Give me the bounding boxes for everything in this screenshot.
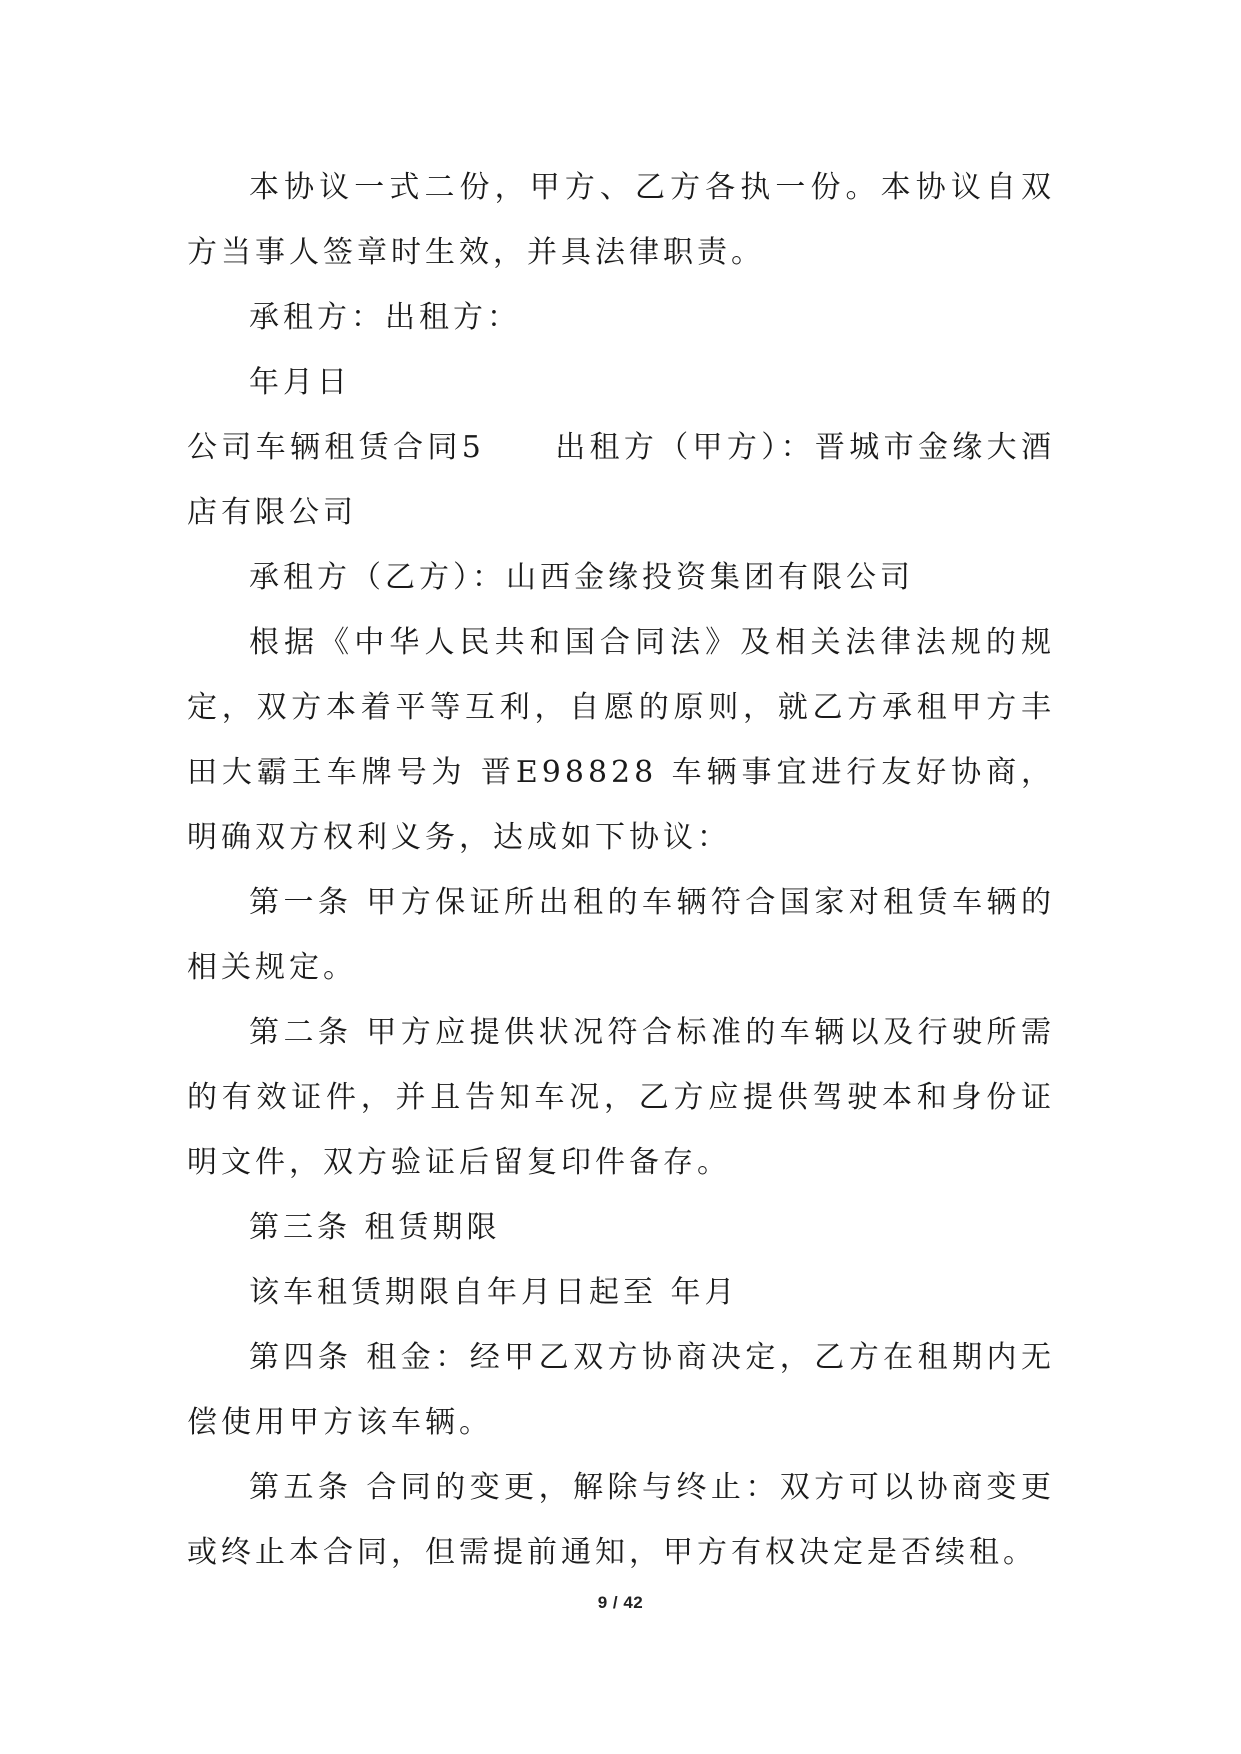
paragraph-signature-parties: 承租方：出租方：: [249, 300, 521, 335]
document-body: [187, 155, 1055, 1585]
page-number: 9 / 42: [597, 1593, 644, 1612]
paragraph-lease-term: 该车租赁期限自年月日起至 年月: [249, 1275, 739, 1310]
paragraph-agreement-copies: 本协议一式二份，甲方、乙方各执一份。本协议自双方当事人签章时生效，并具法律职责。: [187, 170, 1055, 270]
lessor-info: 出租方（甲方）：晋城市金缘大酒店有限公司: [187, 430, 1055, 530]
paragraph-article-2: 第二条 甲方应提供状况符合标准的车辆以及行驶所需的有效证件，并且告知车况，乙方应提供驾驶本和身份证明文件，双方验证后留复印件备存。: [187, 1015, 1055, 1180]
paragraph-legal-basis: 根据《中华人民共和国合同法》及相关法律法规的规定，双方本着平等互利，自愿的原则，就乙方承租甲方丰田大霸王车牌号为 晋E98828 车辆事宜进行友好协商，明确双方权利义务，达成如下协议：: [187, 625, 1055, 855]
paragraph-article-3: 第三条 租赁期限: [249, 1210, 501, 1245]
paragraph-article-1: 第一条 甲方保证所出租的车辆符合国家对租赁车辆的相关规定。: [187, 885, 1055, 985]
paragraph-date-line: 年月日: [249, 365, 351, 400]
paragraph-article-5: 第五条 合同的变更，解除与终止：双方可以协商变更或终止本合同，但需提前通知，甲方有权决定是否续租。: [187, 1470, 1055, 1570]
paragraph-lessee-info: 承租方（乙方）：山西金缘投资集团有限公司: [249, 560, 914, 595]
contract-title: 公司车辆租赁合同5: [187, 430, 485, 465]
paragraph-contract-heading: [187, 415, 1055, 545]
paragraph-article-4: 第四条 租金：经甲乙双方协商决定，乙方在租期内无偿使用甲方该车辆。: [187, 1340, 1055, 1440]
